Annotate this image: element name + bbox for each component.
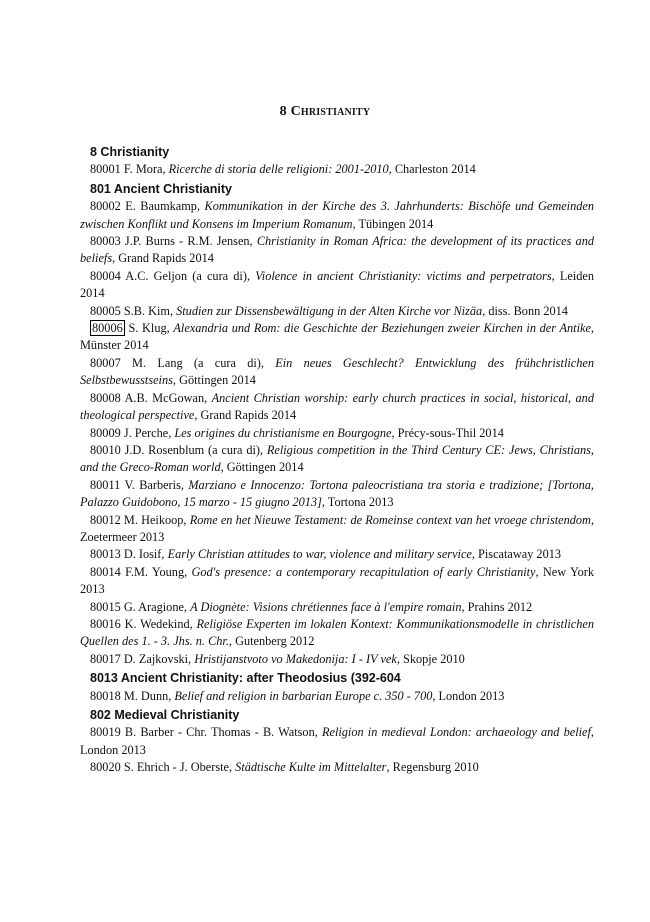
entry-authors: B. Barber - Chr. Thomas - B. Watson, bbox=[124, 725, 318, 740]
entry-authors: D. Zajkovski, bbox=[123, 651, 192, 666]
entry-title: Hristijanstvoto vo Makedonija: I - IV vek bbox=[194, 651, 397, 666]
entry-id: 80007 bbox=[90, 355, 121, 370]
entry-authors: G. Aragione, bbox=[123, 599, 188, 614]
entry-id: 80020 bbox=[90, 760, 121, 775]
entry-title: Marziano e Innocenzo: Tortona paleocristiana tra storia e tradizione; [Tortona, Palazzo Guidobono, 15 marzo - 15 giugno 2013] bbox=[80, 477, 594, 510]
entry-publication: , Zoetermeer 2013 bbox=[80, 512, 595, 544]
entry-title: Städtische Kulte im Mittelalter bbox=[235, 760, 387, 775]
bibliography-entry bbox=[80, 303, 594, 320]
entry-authors: J. Perche, bbox=[123, 425, 172, 440]
bibliography-entry bbox=[80, 477, 594, 512]
entry-publication: , Grand Rapids 2014 bbox=[194, 408, 297, 423]
bibliography-entry bbox=[80, 512, 594, 547]
bibliography-entry bbox=[80, 546, 594, 563]
bibliography-entry bbox=[80, 320, 594, 355]
section-heading: 801 Ancient Christianity bbox=[90, 181, 232, 196]
entry-authors: F.M. Young, bbox=[125, 564, 188, 579]
entry-id: 80002 bbox=[90, 199, 121, 214]
entry-title: Belief and religion in barbarian Europe c. 350 - 700 bbox=[174, 688, 433, 703]
entry-title: Studien zur Dissensbewältigung in der Alten Kirche vor Nizäa bbox=[176, 303, 483, 318]
entry-title: Kommunikation in der Kirche des 3. Jahrhunderts: Bischöfe und Gemeinden zwischen Konflikt und Konsens im Imperium Romanum bbox=[80, 199, 594, 231]
bibliography-entry bbox=[80, 425, 594, 442]
entry-publication: , Charleston 2014 bbox=[388, 162, 476, 177]
entry-title: Ricerche di storia delle religioni: 2001-2010 bbox=[168, 162, 389, 177]
bibliography-entry bbox=[80, 390, 594, 425]
bibliography-entry bbox=[80, 651, 594, 668]
entry-title: A Diognète: Visions chrétiennes face à l'empire romain bbox=[190, 599, 462, 614]
bibliography-entry bbox=[80, 688, 594, 705]
entry-publication: , Göttingen 2014 bbox=[172, 373, 256, 388]
entry-id: 80004 bbox=[90, 268, 121, 283]
entry-authors: S. Ehrich - J. Oberste, bbox=[123, 760, 233, 775]
entry-authors: E. Baumkamp, bbox=[125, 199, 201, 214]
entry-id: 80017 bbox=[90, 651, 121, 666]
page-title bbox=[0, 104, 650, 120]
entry-title: Christianity in Roman Africa: the development of its practices and beliefs bbox=[80, 234, 594, 266]
bibliography-entry bbox=[80, 616, 594, 651]
entry-authors: M. Lang (a cura di), bbox=[132, 355, 264, 370]
entry-publication: , Münster 2014 bbox=[80, 321, 594, 353]
bibliography-entry bbox=[80, 233, 594, 268]
page-title-text: Christianity bbox=[290, 104, 371, 119]
bibliography-entry bbox=[80, 599, 594, 616]
section-heading: 8013 Ancient Christianity: after Theodosius (392-604 bbox=[90, 671, 401, 686]
entry-publication: , diss. Bonn 2014 bbox=[482, 303, 568, 318]
entry-authors: F. Mora, bbox=[123, 162, 166, 177]
entry-authors: K. Wedekind, bbox=[124, 616, 193, 631]
section-heading: 8 Christianity bbox=[90, 145, 170, 159]
entry-authors: M. Heikoop, bbox=[123, 512, 187, 527]
entry-authors: V. Barberis, bbox=[124, 477, 184, 492]
entry-publication: , Tübingen 2014 bbox=[352, 216, 434, 231]
entry-title: Alexandria und Rom: die Geschichte der Beziehungen zweier Kirchen in der Antike bbox=[173, 321, 591, 336]
entry-title: Early Christian attitudes to war, violence and military service bbox=[167, 547, 472, 562]
entry-id: 80001 bbox=[90, 162, 121, 177]
entry-publication: , London 2013 bbox=[432, 688, 505, 703]
entry-title: Ein neues Geschlecht? Entwicklung des frühchristlichen Selbstbewusstseins bbox=[80, 355, 594, 388]
entry-title: Violence in ancient Christianity: victims and perpetrators bbox=[255, 268, 552, 283]
entry-publication: , New York 2013 bbox=[80, 564, 595, 597]
bibliography-entry bbox=[80, 759, 594, 776]
entry-title: Ancient Christian worship: early church practices in social, historical, and theological perspective bbox=[80, 390, 594, 423]
entry-authors: A.B. McGowan, bbox=[124, 390, 208, 405]
entry-authors: M. Dunn, bbox=[123, 688, 172, 703]
entry-id: 80018 bbox=[90, 688, 121, 703]
entry-id: 80019 bbox=[90, 725, 121, 740]
bibliography-entry bbox=[80, 268, 594, 303]
entry-publication: , Gutenberg 2012 bbox=[228, 634, 315, 649]
entry-id: 80011 bbox=[90, 477, 121, 492]
entry-publication: , Skopje 2010 bbox=[396, 651, 465, 666]
entry-publication: , Piscataway 2013 bbox=[471, 547, 562, 562]
entry-id: 80012 bbox=[90, 512, 121, 527]
entry-id: 80016 bbox=[90, 616, 121, 631]
entry-authors: D. Iosif, bbox=[123, 547, 165, 562]
entry-authors: J.D. Rosenblum (a cura di), bbox=[124, 442, 264, 457]
entry-title: Religiöse Experten im lokalen Kontext: Kommunikationsmodelle in christlichen Quellen des 1. - 3. Jhs. n. Chr. bbox=[80, 616, 595, 649]
entry-id: 80009 bbox=[90, 425, 121, 440]
entry-id: 80013 bbox=[90, 547, 121, 562]
entry-authors: S. Klug, bbox=[128, 321, 170, 336]
entry-title: Rome en het Nieuwe Testament: de Romeinse context van het vroege christendom bbox=[189, 512, 591, 527]
entry-publication: , London 2013 bbox=[80, 725, 594, 757]
entry-id: 80015 bbox=[90, 599, 121, 614]
bibliography-entry bbox=[80, 198, 594, 233]
entry-publication: , Grand Rapids 2014 bbox=[112, 251, 214, 266]
entry-title: Les origines du christianisme en Bourgogne bbox=[174, 425, 392, 440]
entry-id[interactable]: 80006 bbox=[92, 321, 123, 336]
page-title-number: 8 bbox=[279, 104, 287, 119]
entry-publication: , Regensburg 2010 bbox=[386, 760, 479, 775]
section-heading: 802 Medieval Christianity bbox=[90, 708, 240, 722]
entry-id: 80003 bbox=[90, 234, 121, 249]
bibliography-entry bbox=[80, 564, 594, 599]
entry-title: Religion in medieval London: archaeology and belief bbox=[321, 725, 591, 740]
bibliography-entry bbox=[80, 442, 594, 477]
entry-authors: S.B. Kim, bbox=[123, 303, 174, 318]
bibliography-entry bbox=[80, 161, 594, 178]
entry-id: 80005 bbox=[90, 303, 121, 318]
bibliography-entry bbox=[80, 724, 594, 759]
bibliography-list bbox=[80, 142, 594, 777]
entry-publication: , Prahins 2012 bbox=[461, 599, 533, 614]
entry-publication: , Göttingen 2014 bbox=[220, 460, 304, 475]
entry-authors: J.P. Burns - R.M. Jensen, bbox=[124, 234, 253, 249]
entry-title: Religious competition in the Third Century CE: Jews, Christians, and the Greco-Roman world bbox=[80, 442, 595, 475]
entry-id: 80014 bbox=[90, 564, 121, 579]
entry-publication: , Tortona 2013 bbox=[321, 495, 394, 510]
entry-title: God's presence: a contemporary recapitulation of early Christianity bbox=[191, 564, 536, 579]
entry-id: 80010 bbox=[90, 442, 121, 457]
entry-id: 80008 bbox=[90, 390, 121, 405]
entry-publication: , Leiden 2014 bbox=[80, 268, 594, 301]
bibliography-entry bbox=[80, 355, 594, 390]
entry-publication: , Précy-sous-Thil 2014 bbox=[391, 425, 504, 440]
entry-authors: A.C. Geljon (a cura di), bbox=[125, 268, 251, 283]
